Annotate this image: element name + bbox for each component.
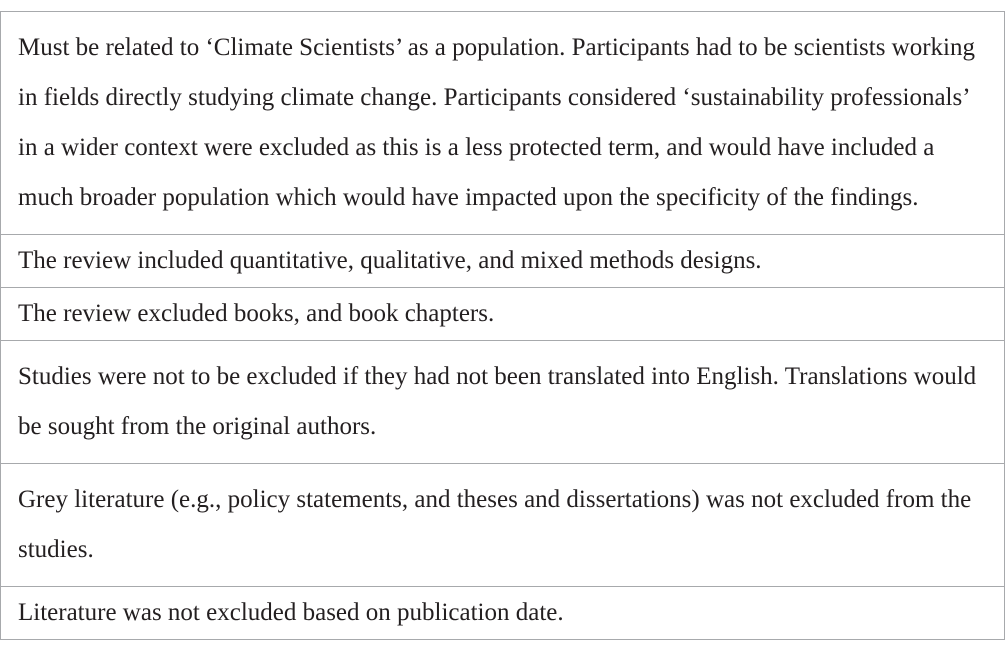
table-row [1,464,1005,587]
table-row [1,288,1005,341]
criteria-text: Grey literature (e.g., policy statements, and theses and dissertations) was not excluded from the studies. [18,486,972,563]
criteria-cell-language [1,341,1005,464]
criteria-text: Literature was not excluded based on publication date. [18,599,564,626]
criteria-cell-grey-literature [1,464,1005,587]
table-row [1,587,1005,640]
criteria-cell-publication-date [1,587,1005,640]
criteria-text: Must be related to ‘Climate Scientists’ as a population. Participants had to be scientists working in fields directly studying climate change. Participants considered ‘sustainability professionals’ in a wider context were excluded as this is a less protected term, and would have included a much broader population which would have impacted upon the specificity of the findings. [18,34,975,211]
criteria-text: Studies were not to be excluded if they had not been translated into English. Translations would be sought from the original authors. [18,363,977,440]
criteria-cell-population [1,12,1005,235]
table-row [1,235,1005,288]
table-row [1,12,1005,235]
criteria-cell-books [1,288,1005,341]
criteria-table [0,11,1005,640]
criteria-text: The review excluded books, and book chapters. [18,300,495,327]
criteria-text: The review included quantitative, qualitative, and mixed methods designs. [18,247,762,274]
table-row [1,341,1005,464]
criteria-cell-designs [1,235,1005,288]
criteria-table-body [1,12,1005,640]
